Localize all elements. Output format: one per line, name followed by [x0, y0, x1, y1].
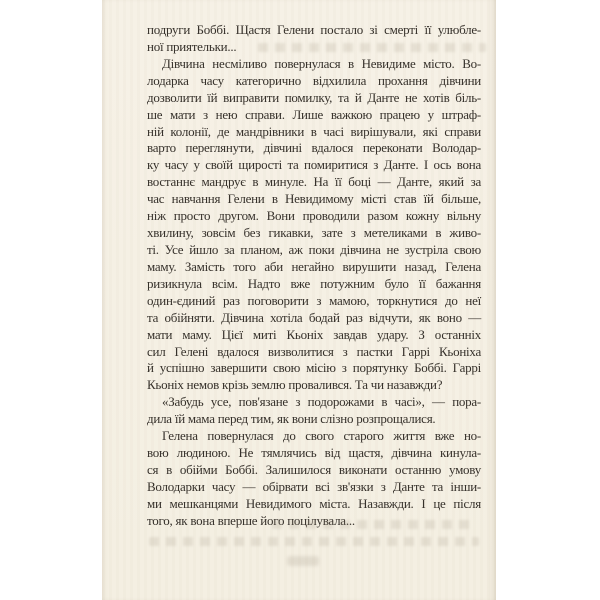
text-line: ті. Усе йшло за планом, аж поки дівчина не зустріла свою — [147, 241, 481, 257]
text-line: лодарка часу категорично відхилила прохання дівчини — [147, 72, 481, 88]
bleedthrough-ghost-line — [272, 520, 476, 529]
text-line: дозволити їй виправити помилку, та й Данте не хотів біль- — [147, 89, 481, 105]
page-number-ghost — [287, 556, 319, 566]
text-line: сил Гелені вдалося визволитися з пастки Гаррі Кьоніха — [147, 343, 481, 359]
text-line: востаннє мандрує в минуле. На її боці — Данте, який за — [147, 174, 481, 190]
page-text — [147, 22, 481, 530]
text-line: «Забудь усе, пов'язане з подорожами в часі», — пора- — [162, 394, 481, 410]
text-line: ми мешканцями Невидимого міста. Назавжди. І це після — [147, 495, 481, 511]
text-line: ше мати з нею справи. Лише важкою працею у штраф- — [147, 106, 481, 122]
bleedthrough-ghost-line — [258, 43, 486, 52]
book-page — [102, 0, 496, 600]
text-line: Кьоніх немов крізь землю провалився. Та чи назавжди? — [147, 377, 443, 393]
bleedthrough-ghost-line — [149, 537, 479, 546]
text-line: Дівчина несміливо повернулася в Невидиме місто. Во- — [162, 55, 481, 71]
text-line: ній колонії, де мандрівники в часі вирішували, які справи — [147, 123, 481, 139]
text-line: вою людиною. Не тямлячись від щастя, дівчина кинула- — [147, 445, 481, 461]
text-line: маму. Замість того аби негайно вирушити назад, Гелена — [147, 258, 481, 274]
text-line: час навчання Гелени в Невидимому місті став їй більше, — [147, 191, 481, 207]
text-line: мати маму. Цієї миті Кьоніх завдав удару. З останніх — [147, 326, 481, 342]
text-line: подруги Боббі. Щастя Гелени постало зі смерті її улюбле- — [147, 22, 481, 37]
text-line: Володарки часу — обірвати всі зв'язки з Данте та інши- — [147, 478, 481, 494]
text-line: та обійняти. Дівчина хотіла бодай раз відчути, як воно — — [147, 309, 481, 325]
text-line: дила їй мама перед тим, як вони слізно розпрощалися. — [147, 411, 436, 427]
text-line: ку часу у своїй щирості та помиритися з Данте. І ось вона — [147, 157, 481, 173]
text-line: ся в обійми Боббі. Залишилося виконати останню умову — [147, 461, 481, 477]
text-line: ної приятельки... — [147, 38, 237, 54]
text-line: варто переглянути, дівчині вдалося переконати Володар- — [147, 140, 481, 156]
text-line: й успішно завершити свою місію з порятунку Боббі. Гаррі — [147, 360, 481, 376]
text-line: Гелена повернулася до свого старого життя вже но- — [162, 428, 481, 444]
text-line: того, як вона вперше його поцілувала... — [147, 512, 355, 528]
text-line: ризикнула всім. Надто вже потужним було її бажання — [147, 275, 481, 291]
text-line: хвилину, зовсім без гикавки, зате з метеликами в живо- — [147, 225, 481, 241]
text-line: один-єдиний раз поговорити з мамою, торкнутися до неї — [147, 292, 481, 308]
text-line: ніж просто другом. Вони проводили разом кожну вільну — [147, 208, 481, 224]
